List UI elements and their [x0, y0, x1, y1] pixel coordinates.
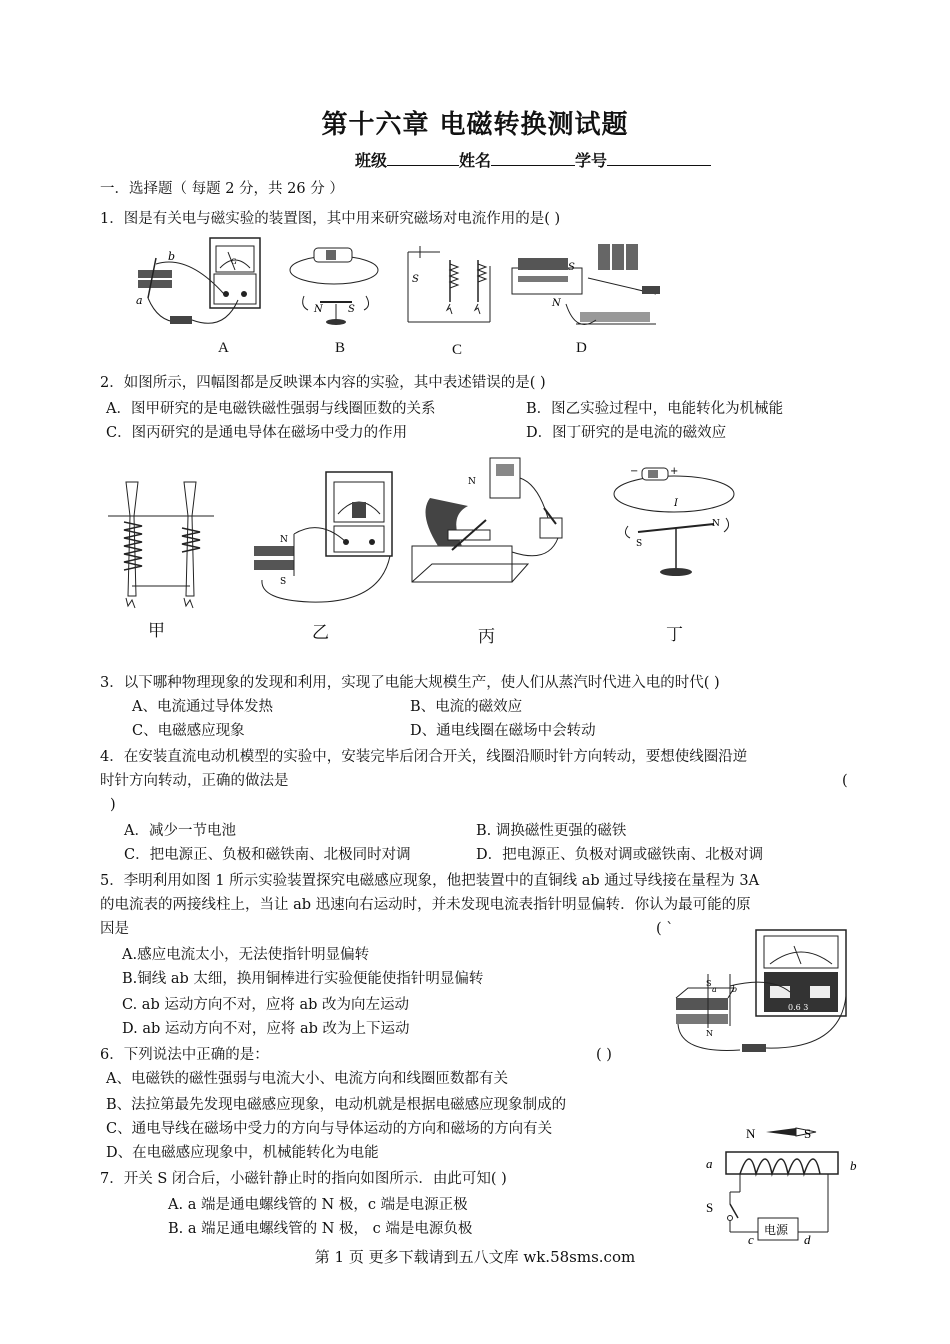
solenoid [726, 1152, 838, 1174]
q2-figure-jia [104, 476, 224, 610]
q5-stem-line3: 因是 [100, 921, 129, 937]
q1-figure-a [128, 234, 268, 338]
q5-stem-line1: 5．李明利用如图 1 所示实验装置探究电磁感应现象，他把装置中的直铜线 ab 通过导线接在量程为 3A [100, 873, 760, 889]
q2-stem: 2．如图所示，四幅图都是反映课本内容的实验，其中表述错误的是( ) [100, 375, 546, 391]
svg-text:N: N [468, 477, 476, 487]
q1-caption-c: C [452, 342, 463, 358]
svg-text:b: b [168, 250, 176, 263]
id-blank[interactable] [607, 149, 711, 166]
name-blank[interactable] [491, 149, 575, 166]
svg-text:N: N [552, 298, 561, 309]
page-footer: 第 1 页 更多下载请到五八文库 wk.58sms.com [314, 1248, 636, 1266]
svg-text:b: b [732, 985, 738, 994]
q4-option-d[interactable]: D．把电源正、负极对调或磁铁南、北极对调 [476, 847, 764, 863]
q4-option-b[interactable]: B. 调换磁性更强的磁铁 [476, 823, 627, 839]
q7-label-b: b [850, 1158, 857, 1173]
q7-option-b[interactable]: B. a 端足通电螺线管的 N 极， c 端是电源负极 [168, 1221, 473, 1237]
q4-option-a[interactable]: A．减少一节电池 [124, 823, 236, 839]
q1-figure-c [400, 242, 496, 334]
q6-option-b[interactable]: B、法拉第最先发现电磁感应现象，电动机就是根据电磁感应现象制成的 [106, 1097, 567, 1113]
q7-option-a[interactable]: A. a 端是通电螺线管的 N 极，c 端是电源正极 [168, 1197, 468, 1213]
q2-option-b[interactable]: B．图乙实验过程中，电能转化为机械能 [526, 401, 784, 417]
q6-option-a[interactable]: A、电磁铁的磁性强弱与电流大小、电流方向和线圈匝数都有关 [106, 1071, 508, 1087]
q2-caption-jia: 甲 [148, 621, 165, 640]
q2-option-c[interactable]: C．图丙研究的是通电导体在磁场中受力的作用 [106, 425, 408, 441]
svg-text:N: N [314, 304, 323, 315]
q6-stem: 6．下列说法中正确的是： [100, 1047, 269, 1063]
svg-text:N: N [706, 1029, 713, 1038]
q2-option-a[interactable]: A．图甲研究的是电磁铁磁性强弱与线圈匝数的关系 [106, 401, 436, 417]
q1-figure-b [286, 240, 386, 332]
svg-text:S: S [706, 979, 712, 988]
q1-figure-d [506, 234, 666, 338]
q1-caption-d: D [576, 340, 587, 356]
svg-text:−: − [630, 466, 639, 477]
svg-text:a: a [712, 985, 717, 994]
q3-option-d[interactable]: D、通电线圈在磁场中会转动 [410, 723, 596, 739]
svg-text:S: S [412, 274, 419, 285]
q5-paren: ( ` [656, 921, 674, 937]
svg-text:S: S [280, 577, 287, 587]
svg-text:G: G [231, 257, 237, 266]
q7-figure [700, 1120, 870, 1250]
q2-figure-yi [240, 468, 406, 604]
id-label: 学号 [575, 151, 608, 170]
q6-paren: ( ) [596, 1047, 612, 1063]
q1-caption-b: B [335, 340, 346, 356]
q2-figure-bing [408, 454, 578, 604]
q2-option-d[interactable]: D．图丁研究的是电流的磁效应 [526, 425, 727, 441]
q4-paren-close: ) [110, 797, 116, 813]
q3-option-b[interactable]: B、电流的磁效应 [410, 699, 523, 715]
q2-figure-ding [608, 462, 744, 582]
q6-option-d[interactable]: D、在电磁感应现象中，机械能转化为电能 [106, 1145, 379, 1161]
q7-label-n: N [746, 1126, 756, 1141]
svg-text:S: S [568, 262, 575, 273]
q7-label-d: d [804, 1232, 811, 1247]
q4-stem-line1: 4．在安装直流电动机模型的实验中，安装完毕后闭合开关，线圈沿顺时针方向转动，要想使线圈沿逆 [100, 749, 748, 765]
q7-label-c: c [748, 1232, 754, 1247]
svg-text:N: N [712, 519, 720, 529]
name-label: 姓名 [459, 151, 492, 170]
q5-option-b[interactable]: B.铜线 ab 太细，换用铜棒进行实验便能使指针明显偏转 [122, 971, 484, 987]
student-info-line [355, 148, 711, 171]
page-title: 第十六章 电磁转换测试题 [321, 110, 629, 140]
svg-text:I: I [674, 498, 678, 509]
q5-stem-line2: 的电流表的两接线柱上，当让 ab 迅速向右运动时，并未发现电流表指针明显偏转．你认为最可能的原 [100, 897, 751, 913]
q2-caption-yi: 乙 [312, 623, 329, 642]
svg-text:0.6 3: 0.6 3 [788, 1003, 809, 1012]
q3-stem: 3．以下哪种物理现象的发现和利用，实现了电能大规模生产，使人们从蒸汽时代进入电的时代( ) [100, 675, 720, 691]
q7-label-a: a [706, 1156, 713, 1171]
q7-stem: 7．开关 S 闭合后，小磁针静止时的指向如图所示．由此可知( ) [100, 1171, 507, 1187]
q5-option-d[interactable]: D. ab 运动方向不对，应将 ab 改为上下运动 [122, 1021, 410, 1037]
q5-option-a[interactable]: A.感应电流太小，无法使指针明显偏转 [122, 947, 370, 963]
q5-option-c[interactable]: C. ab 运动方向不对，应将 ab 改为向左运动 [122, 997, 409, 1013]
q4-paren-open: ( [842, 773, 848, 789]
svg-text:S: S [348, 304, 355, 315]
class-label: 班级 [355, 151, 388, 170]
q2-caption-ding: 丁 [666, 625, 683, 644]
class-blank[interactable] [387, 149, 459, 166]
q1-stem: 1．图是有关电与磁实验的装置图，其中用来研究磁场对电流作用的是( ) [100, 211, 561, 227]
q7-label-source: 电源 [764, 1223, 789, 1237]
svg-text:+: + [670, 466, 679, 477]
q5-figure [670, 926, 860, 1062]
compass-needle-icon [766, 1128, 796, 1136]
svg-text:a: a [136, 294, 143, 307]
q3-option-a[interactable]: A、电流通过导体发热 [132, 699, 273, 715]
section-heading: 一．选择题（ 每题 2 分，共 26 分 ） [100, 181, 344, 197]
q7-label-s: S [804, 1126, 812, 1141]
q1-caption-a: A [218, 340, 229, 356]
q4-stem-line2: 时针方向转动，正确的做法是 [100, 773, 289, 789]
q7-label-switch: S [706, 1200, 714, 1215]
q6-option-c[interactable]: C、通电导线在磁场中受力的方向与导体运动的方向和磁场的方向有关 [106, 1121, 553, 1137]
svg-text:S: S [636, 539, 643, 549]
q4-option-c[interactable]: C．把电源正、负极和磁铁南、北极同时对调 [124, 847, 411, 863]
q3-option-c[interactable]: C、电磁感应现象 [132, 723, 245, 739]
q2-caption-bing: 丙 [478, 627, 495, 646]
svg-text:N: N [280, 535, 288, 545]
